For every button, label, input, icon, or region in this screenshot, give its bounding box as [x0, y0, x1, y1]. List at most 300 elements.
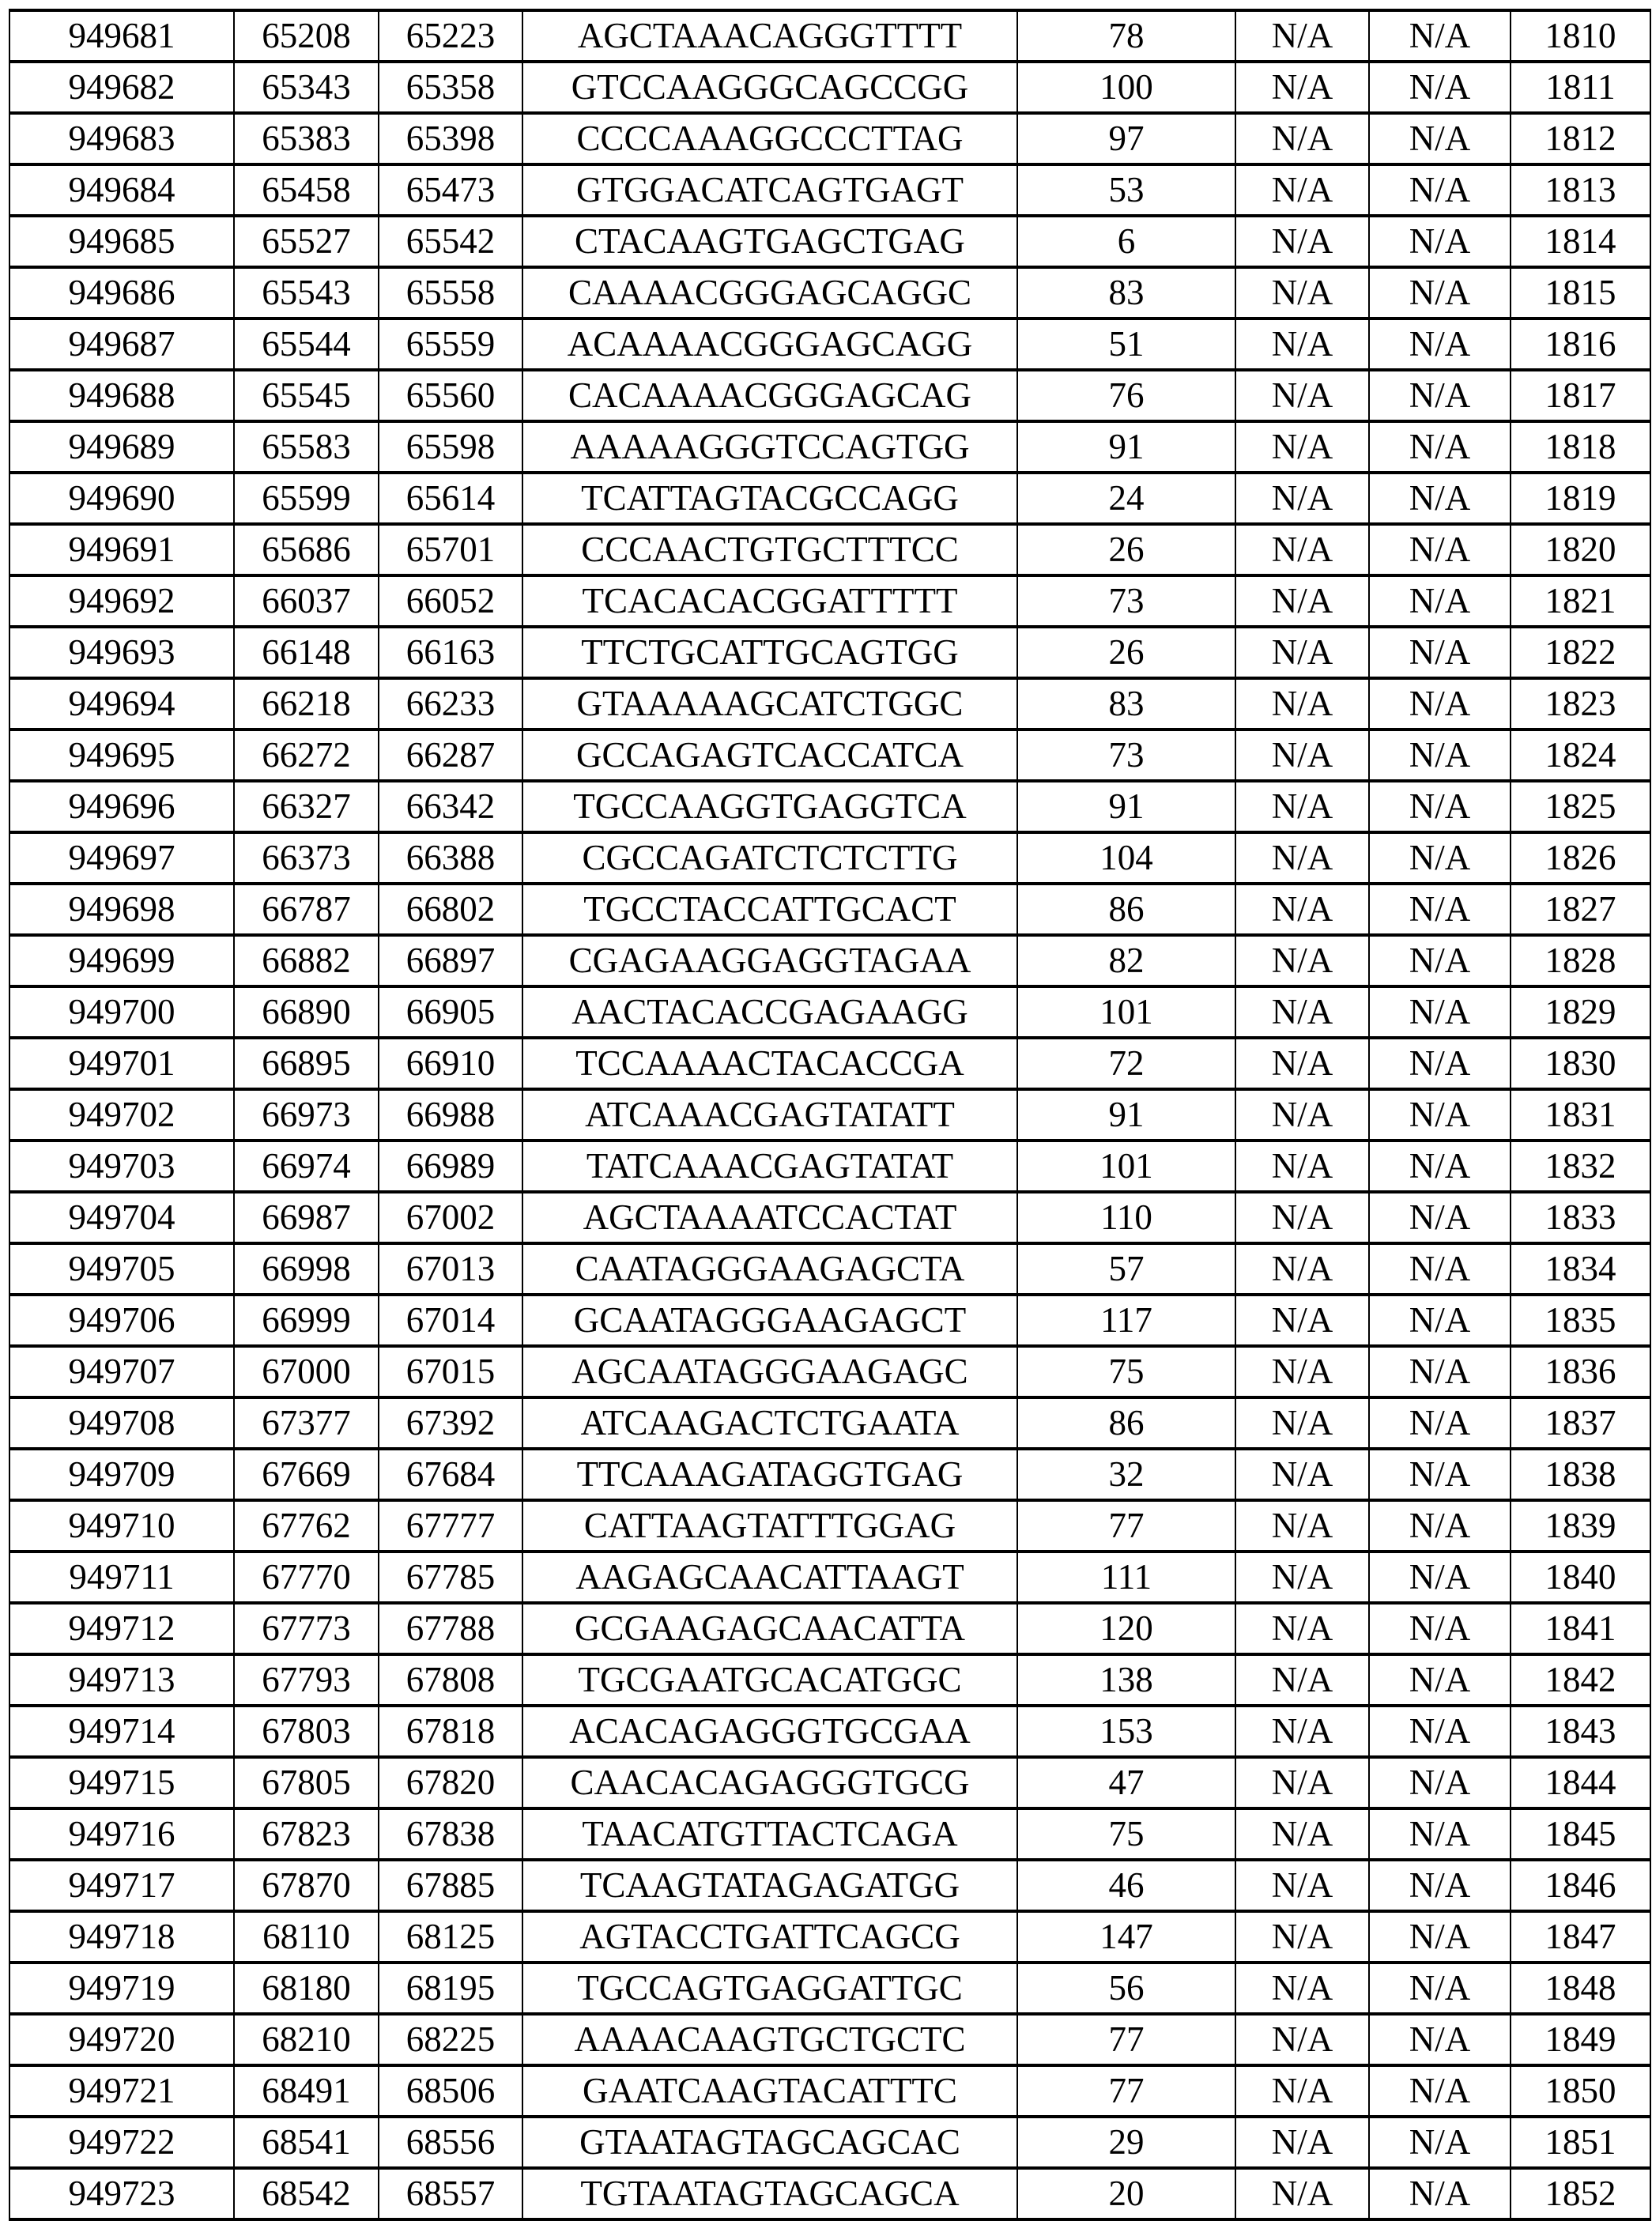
na-value-1-cell: N/A	[1235, 370, 1369, 421]
na-value-1-cell: N/A	[1235, 2168, 1369, 2219]
table-row	[9, 2117, 1650, 2168]
seq-id-no-cell: 1830	[1511, 1038, 1650, 1089]
sequence-cell: CAAAACGGGAGCAGGC	[522, 267, 1017, 319]
start-site-cell: 68542	[234, 2168, 379, 2219]
percent-value-cell: 117	[1017, 1295, 1235, 1346]
compound-id-cell: 949684	[9, 164, 234, 216]
compound-id-cell: 949709	[9, 1449, 234, 1500]
seq-id-no-cell: 1817	[1511, 370, 1650, 421]
seq-id-no-cell: 1820	[1511, 524, 1650, 575]
start-site-cell: 66987	[234, 1192, 379, 1243]
start-site-cell: 67805	[234, 1757, 379, 1808]
na-value-2-cell: N/A	[1369, 267, 1511, 319]
percent-value-cell: 73	[1017, 575, 1235, 627]
sequence-cell: CAATAGGGAAGAGCTA	[522, 1243, 1017, 1295]
compound-id-cell: 949683	[9, 113, 234, 164]
na-value-1-cell: N/A	[1235, 421, 1369, 473]
percent-value-cell: 91	[1017, 421, 1235, 473]
na-value-2-cell: N/A	[1369, 524, 1511, 575]
stop-site-cell: 65701	[379, 524, 522, 575]
na-value-1-cell: N/A	[1235, 1603, 1369, 1654]
seq-id-no-cell: 1827	[1511, 884, 1650, 935]
stop-site-cell: 67785	[379, 1552, 522, 1603]
table-row	[9, 1449, 1650, 1500]
stop-site-cell: 68125	[379, 1911, 522, 1963]
stop-site-cell: 67015	[379, 1346, 522, 1397]
na-value-2-cell: N/A	[1369, 884, 1511, 935]
compound-id-cell: 949718	[9, 1911, 234, 1963]
percent-value-cell: 73	[1017, 730, 1235, 781]
percent-value-cell: 78	[1017, 10, 1235, 62]
seq-id-no-cell: 1822	[1511, 627, 1650, 678]
percent-value-cell: 53	[1017, 164, 1235, 216]
stop-site-cell: 65398	[379, 113, 522, 164]
percent-value-cell: 29	[1017, 2117, 1235, 2168]
table-row	[9, 421, 1650, 473]
percent-value-cell: 57	[1017, 1243, 1235, 1295]
na-value-1-cell: N/A	[1235, 678, 1369, 730]
start-site-cell: 67793	[234, 1654, 379, 1706]
na-value-1-cell: N/A	[1235, 1141, 1369, 1192]
seq-id-no-cell: 1825	[1511, 781, 1650, 832]
stop-site-cell: 68225	[379, 2014, 522, 2065]
seq-id-no-cell: 1824	[1511, 730, 1650, 781]
start-site-cell: 66973	[234, 1089, 379, 1141]
sequence-cell: TTCAAAGATAGGTGAG	[522, 1449, 1017, 1500]
na-value-2-cell: N/A	[1369, 575, 1511, 627]
table-row	[9, 1500, 1650, 1552]
sequence-cell: GTAATAGTAGCAGCAC	[522, 2117, 1017, 2168]
start-site-cell: 65545	[234, 370, 379, 421]
percent-value-cell: 110	[1017, 1192, 1235, 1243]
stop-site-cell: 67820	[379, 1757, 522, 1808]
seq-id-no-cell: 1838	[1511, 1449, 1650, 1500]
sequence-cell: TCAAGTATAGAGATGG	[522, 1860, 1017, 1911]
stop-site-cell: 66988	[379, 1089, 522, 1141]
na-value-1-cell: N/A	[1235, 1860, 1369, 1911]
percent-value-cell: 147	[1017, 1911, 1235, 1963]
start-site-cell: 68110	[234, 1911, 379, 1963]
seq-id-no-cell: 1849	[1511, 2014, 1650, 2065]
compound-id-cell: 949685	[9, 216, 234, 267]
compound-id-cell: 949702	[9, 1089, 234, 1141]
na-value-2-cell: N/A	[1369, 2014, 1511, 2065]
table-row	[9, 884, 1650, 935]
seq-id-no-cell: 1840	[1511, 1552, 1650, 1603]
percent-value-cell: 47	[1017, 1757, 1235, 1808]
na-value-2-cell: N/A	[1369, 832, 1511, 884]
start-site-cell: 66272	[234, 730, 379, 781]
percent-value-cell: 46	[1017, 1860, 1235, 1911]
sequence-cell: GCAATAGGGAAGAGCT	[522, 1295, 1017, 1346]
start-site-cell: 67823	[234, 1808, 379, 1860]
sequence-cell: CATTAAGTATTTGGAG	[522, 1500, 1017, 1552]
sequence-cell: AGCAATAGGGAAGAGC	[522, 1346, 1017, 1397]
table-row	[9, 935, 1650, 986]
stop-site-cell: 67014	[379, 1295, 522, 1346]
percent-value-cell: 138	[1017, 1654, 1235, 1706]
seq-id-no-cell: 1835	[1511, 1295, 1650, 1346]
start-site-cell: 67773	[234, 1603, 379, 1654]
table-row	[9, 2168, 1650, 2219]
sequence-cell: ACACAGAGGGTGCGAA	[522, 1706, 1017, 1757]
table-row	[9, 216, 1650, 267]
seq-id-no-cell: 1818	[1511, 421, 1650, 473]
stop-site-cell: 66163	[379, 627, 522, 678]
start-site-cell: 65599	[234, 473, 379, 524]
percent-value-cell: 51	[1017, 319, 1235, 370]
percent-value-cell: 104	[1017, 832, 1235, 884]
na-value-2-cell: N/A	[1369, 1860, 1511, 1911]
table-row	[9, 10, 1650, 62]
table-body	[9, 10, 1650, 2219]
start-site-cell: 65458	[234, 164, 379, 216]
sequence-cell: TATCAAACGAGTATAT	[522, 1141, 1017, 1192]
na-value-1-cell: N/A	[1235, 1654, 1369, 1706]
oligonucleotide-table	[9, 9, 1651, 2221]
stop-site-cell: 66388	[379, 832, 522, 884]
percent-value-cell: 76	[1017, 370, 1235, 421]
percent-value-cell: 100	[1017, 62, 1235, 113]
start-site-cell: 68491	[234, 2065, 379, 2117]
seq-id-no-cell: 1842	[1511, 1654, 1650, 1706]
table-row	[9, 1141, 1650, 1192]
sequence-cell: TGCCAGTGAGGATTGC	[522, 1963, 1017, 2014]
table-row	[9, 678, 1650, 730]
na-value-2-cell: N/A	[1369, 1552, 1511, 1603]
sequence-cell: AACTACACCGAGAAGG	[522, 986, 1017, 1038]
sequence-cell: CACAAAACGGGAGCAG	[522, 370, 1017, 421]
stop-site-cell: 66897	[379, 935, 522, 986]
sequence-cell: CAACACAGAGGGTGCG	[522, 1757, 1017, 1808]
start-site-cell: 67803	[234, 1706, 379, 1757]
start-site-cell: 67377	[234, 1397, 379, 1449]
table-row	[9, 1757, 1650, 1808]
stop-site-cell: 68557	[379, 2168, 522, 2219]
sequence-cell: AAGAGCAACATTAAGT	[522, 1552, 1017, 1603]
start-site-cell: 67669	[234, 1449, 379, 1500]
seq-id-no-cell: 1813	[1511, 164, 1650, 216]
seq-id-no-cell: 1819	[1511, 473, 1650, 524]
na-value-1-cell: N/A	[1235, 267, 1369, 319]
table-row	[9, 575, 1650, 627]
stop-site-cell: 67808	[379, 1654, 522, 1706]
na-value-1-cell: N/A	[1235, 1192, 1369, 1243]
na-value-2-cell: N/A	[1369, 730, 1511, 781]
sequence-cell: CCCAACTGTGCTTTCC	[522, 524, 1017, 575]
table-row	[9, 1038, 1650, 1089]
percent-value-cell: 101	[1017, 1141, 1235, 1192]
seq-id-no-cell: 1831	[1511, 1089, 1650, 1141]
na-value-1-cell: N/A	[1235, 1757, 1369, 1808]
table-row	[9, 319, 1650, 370]
na-value-2-cell: N/A	[1369, 113, 1511, 164]
seq-id-no-cell: 1834	[1511, 1243, 1650, 1295]
na-value-1-cell: N/A	[1235, 1038, 1369, 1089]
seq-id-no-cell: 1850	[1511, 2065, 1650, 2117]
compound-id-cell: 949704	[9, 1192, 234, 1243]
stop-site-cell: 65223	[379, 10, 522, 62]
compound-id-cell: 949686	[9, 267, 234, 319]
start-site-cell: 68210	[234, 2014, 379, 2065]
seq-id-no-cell: 1847	[1511, 1911, 1650, 1963]
start-site-cell: 66882	[234, 935, 379, 986]
seq-id-no-cell: 1843	[1511, 1706, 1650, 1757]
na-value-1-cell: N/A	[1235, 164, 1369, 216]
stop-site-cell: 68506	[379, 2065, 522, 2117]
na-value-2-cell: N/A	[1369, 1192, 1511, 1243]
start-site-cell: 66327	[234, 781, 379, 832]
percent-value-cell: 97	[1017, 113, 1235, 164]
na-value-1-cell: N/A	[1235, 2117, 1369, 2168]
na-value-2-cell: N/A	[1369, 10, 1511, 62]
na-value-2-cell: N/A	[1369, 1038, 1511, 1089]
stop-site-cell: 66342	[379, 781, 522, 832]
percent-value-cell: 77	[1017, 2065, 1235, 2117]
table-row	[9, 1243, 1650, 1295]
na-value-2-cell: N/A	[1369, 1757, 1511, 1808]
start-site-cell: 67000	[234, 1346, 379, 1397]
sequence-cell: TCACACACGGATTTTT	[522, 575, 1017, 627]
seq-id-no-cell: 1828	[1511, 935, 1650, 986]
stop-site-cell: 67788	[379, 1603, 522, 1654]
na-value-1-cell: N/A	[1235, 10, 1369, 62]
table-row	[9, 1860, 1650, 1911]
sequence-cell: ACAAAACGGGAGCAGG	[522, 319, 1017, 370]
table-row	[9, 164, 1650, 216]
compound-id-cell: 949703	[9, 1141, 234, 1192]
percent-value-cell: 101	[1017, 986, 1235, 1038]
table-row	[9, 1808, 1650, 1860]
na-value-1-cell: N/A	[1235, 1500, 1369, 1552]
compound-id-cell: 949701	[9, 1038, 234, 1089]
percent-value-cell: 75	[1017, 1808, 1235, 1860]
percent-value-cell: 83	[1017, 678, 1235, 730]
seq-id-no-cell: 1848	[1511, 1963, 1650, 2014]
compound-id-cell: 949682	[9, 62, 234, 113]
compound-id-cell: 949719	[9, 1963, 234, 2014]
na-value-1-cell: N/A	[1235, 1243, 1369, 1295]
na-value-2-cell: N/A	[1369, 1243, 1511, 1295]
na-value-2-cell: N/A	[1369, 1449, 1511, 1500]
na-value-2-cell: N/A	[1369, 62, 1511, 113]
na-value-1-cell: N/A	[1235, 781, 1369, 832]
compound-id-cell: 949710	[9, 1500, 234, 1552]
na-value-1-cell: N/A	[1235, 1706, 1369, 1757]
start-site-cell: 66895	[234, 1038, 379, 1089]
seq-id-no-cell: 1851	[1511, 2117, 1650, 2168]
na-value-1-cell: N/A	[1235, 216, 1369, 267]
compound-id-cell: 949715	[9, 1757, 234, 1808]
na-value-1-cell: N/A	[1235, 884, 1369, 935]
sequence-cell: TGCGAATGCACATGGC	[522, 1654, 1017, 1706]
seq-id-no-cell: 1845	[1511, 1808, 1650, 1860]
na-value-1-cell: N/A	[1235, 62, 1369, 113]
table-row	[9, 627, 1650, 678]
compound-id-cell: 949688	[9, 370, 234, 421]
percent-value-cell: 91	[1017, 781, 1235, 832]
seq-id-no-cell: 1821	[1511, 575, 1650, 627]
sequence-cell: CGCCAGATCTCTCTTG	[522, 832, 1017, 884]
stop-site-cell: 65559	[379, 319, 522, 370]
seq-id-no-cell: 1852	[1511, 2168, 1650, 2219]
table-row	[9, 986, 1650, 1038]
table-row	[9, 781, 1650, 832]
table-row	[9, 1089, 1650, 1141]
percent-value-cell: 56	[1017, 1963, 1235, 2014]
na-value-1-cell: N/A	[1235, 319, 1369, 370]
na-value-2-cell: N/A	[1369, 1603, 1511, 1654]
sequence-cell: TTCTGCATTGCAGTGG	[522, 627, 1017, 678]
compound-id-cell: 949713	[9, 1654, 234, 1706]
na-value-1-cell: N/A	[1235, 2065, 1369, 2117]
compound-id-cell: 949699	[9, 935, 234, 986]
sequence-cell: AGCTAAACAGGGTTTT	[522, 10, 1017, 62]
compound-id-cell: 949693	[9, 627, 234, 678]
compound-id-cell: 949694	[9, 678, 234, 730]
percent-value-cell: 86	[1017, 1397, 1235, 1449]
start-site-cell: 65208	[234, 10, 379, 62]
na-value-2-cell: N/A	[1369, 1654, 1511, 1706]
compound-id-cell: 949681	[9, 10, 234, 62]
na-value-2-cell: N/A	[1369, 678, 1511, 730]
na-value-2-cell: N/A	[1369, 370, 1511, 421]
compound-id-cell: 949711	[9, 1552, 234, 1603]
start-site-cell: 65383	[234, 113, 379, 164]
stop-site-cell: 66910	[379, 1038, 522, 1089]
start-site-cell: 66787	[234, 884, 379, 935]
na-value-1-cell: N/A	[1235, 473, 1369, 524]
compound-id-cell: 949723	[9, 2168, 234, 2219]
table-row	[9, 62, 1650, 113]
compound-id-cell: 949691	[9, 524, 234, 575]
na-value-2-cell: N/A	[1369, 781, 1511, 832]
start-site-cell: 65543	[234, 267, 379, 319]
table-row	[9, 1397, 1650, 1449]
sequence-cell: AGTACCTGATTCAGCG	[522, 1911, 1017, 1963]
compound-id-cell: 949706	[9, 1295, 234, 1346]
percent-value-cell: 72	[1017, 1038, 1235, 1089]
na-value-2-cell: N/A	[1369, 473, 1511, 524]
seq-id-no-cell: 1823	[1511, 678, 1650, 730]
na-value-2-cell: N/A	[1369, 2065, 1511, 2117]
stop-site-cell: 66287	[379, 730, 522, 781]
percent-value-cell: 20	[1017, 2168, 1235, 2219]
table-row	[9, 1963, 1650, 2014]
table-row	[9, 524, 1650, 575]
na-value-1-cell: N/A	[1235, 986, 1369, 1038]
stop-site-cell: 65614	[379, 473, 522, 524]
start-site-cell: 68180	[234, 1963, 379, 2014]
compound-id-cell: 949708	[9, 1397, 234, 1449]
stop-site-cell: 67392	[379, 1397, 522, 1449]
stop-site-cell: 65473	[379, 164, 522, 216]
sequence-cell: TCCAAAACTACACCGA	[522, 1038, 1017, 1089]
na-value-1-cell: N/A	[1235, 1295, 1369, 1346]
start-site-cell: 66218	[234, 678, 379, 730]
sequence-cell: TGCCTACCATTGCACT	[522, 884, 1017, 935]
percent-value-cell: 26	[1017, 627, 1235, 678]
start-site-cell: 65527	[234, 216, 379, 267]
stop-site-cell: 66052	[379, 575, 522, 627]
na-value-2-cell: N/A	[1369, 1500, 1511, 1552]
stop-site-cell: 65598	[379, 421, 522, 473]
start-site-cell: 68541	[234, 2117, 379, 2168]
seq-id-no-cell: 1812	[1511, 113, 1650, 164]
sequence-cell: CGAGAAGGAGGTAGAA	[522, 935, 1017, 986]
sequence-cell: GCGAAGAGCAACATTA	[522, 1603, 1017, 1654]
start-site-cell: 66974	[234, 1141, 379, 1192]
seq-id-no-cell: 1816	[1511, 319, 1650, 370]
start-site-cell: 65583	[234, 421, 379, 473]
compound-id-cell: 949721	[9, 2065, 234, 2117]
table-row	[9, 113, 1650, 164]
percent-value-cell: 26	[1017, 524, 1235, 575]
table-row	[9, 473, 1650, 524]
na-value-1-cell: N/A	[1235, 1963, 1369, 2014]
percent-value-cell: 77	[1017, 2014, 1235, 2065]
na-value-1-cell: N/A	[1235, 627, 1369, 678]
seq-id-no-cell: 1832	[1511, 1141, 1650, 1192]
seq-id-no-cell: 1841	[1511, 1603, 1650, 1654]
na-value-1-cell: N/A	[1235, 113, 1369, 164]
stop-site-cell: 68195	[379, 1963, 522, 2014]
na-value-2-cell: N/A	[1369, 935, 1511, 986]
percent-value-cell: 77	[1017, 1500, 1235, 1552]
percent-value-cell: 75	[1017, 1346, 1235, 1397]
sequence-cell: ATCAAACGAGTATATT	[522, 1089, 1017, 1141]
stop-site-cell: 67002	[379, 1192, 522, 1243]
start-site-cell: 66998	[234, 1243, 379, 1295]
compound-id-cell: 949697	[9, 832, 234, 884]
compound-id-cell: 949720	[9, 2014, 234, 2065]
na-value-2-cell: N/A	[1369, 1346, 1511, 1397]
compound-id-cell: 949717	[9, 1860, 234, 1911]
stop-site-cell: 65558	[379, 267, 522, 319]
seq-id-no-cell: 1844	[1511, 1757, 1650, 1808]
sequence-cell: AAAACAAGTGCTGCTC	[522, 2014, 1017, 2065]
start-site-cell: 65686	[234, 524, 379, 575]
na-value-2-cell: N/A	[1369, 1141, 1511, 1192]
percent-value-cell: 6	[1017, 216, 1235, 267]
percent-value-cell: 32	[1017, 1449, 1235, 1500]
compound-id-cell: 949714	[9, 1706, 234, 1757]
seq-id-no-cell: 1829	[1511, 986, 1650, 1038]
na-value-1-cell: N/A	[1235, 730, 1369, 781]
sequence-cell: TGCCAAGGTGAGGTCA	[522, 781, 1017, 832]
na-value-2-cell: N/A	[1369, 1963, 1511, 2014]
stop-site-cell: 67818	[379, 1706, 522, 1757]
na-value-1-cell: N/A	[1235, 2014, 1369, 2065]
na-value-2-cell: N/A	[1369, 2117, 1511, 2168]
seq-id-no-cell: 1836	[1511, 1346, 1650, 1397]
sequence-cell: GTCCAAGGGCAGCCGG	[522, 62, 1017, 113]
seq-id-no-cell: 1846	[1511, 1860, 1650, 1911]
sequence-cell: GTGGACATCAGTGAGT	[522, 164, 1017, 216]
na-value-2-cell: N/A	[1369, 627, 1511, 678]
compound-id-cell: 949700	[9, 986, 234, 1038]
table-row	[9, 1295, 1650, 1346]
start-site-cell: 66148	[234, 627, 379, 678]
table-row	[9, 832, 1650, 884]
percent-value-cell: 153	[1017, 1706, 1235, 1757]
na-value-1-cell: N/A	[1235, 1552, 1369, 1603]
na-value-1-cell: N/A	[1235, 1089, 1369, 1141]
table-row	[9, 1706, 1650, 1757]
compound-id-cell: 949690	[9, 473, 234, 524]
stop-site-cell: 67684	[379, 1449, 522, 1500]
stop-site-cell: 67885	[379, 1860, 522, 1911]
